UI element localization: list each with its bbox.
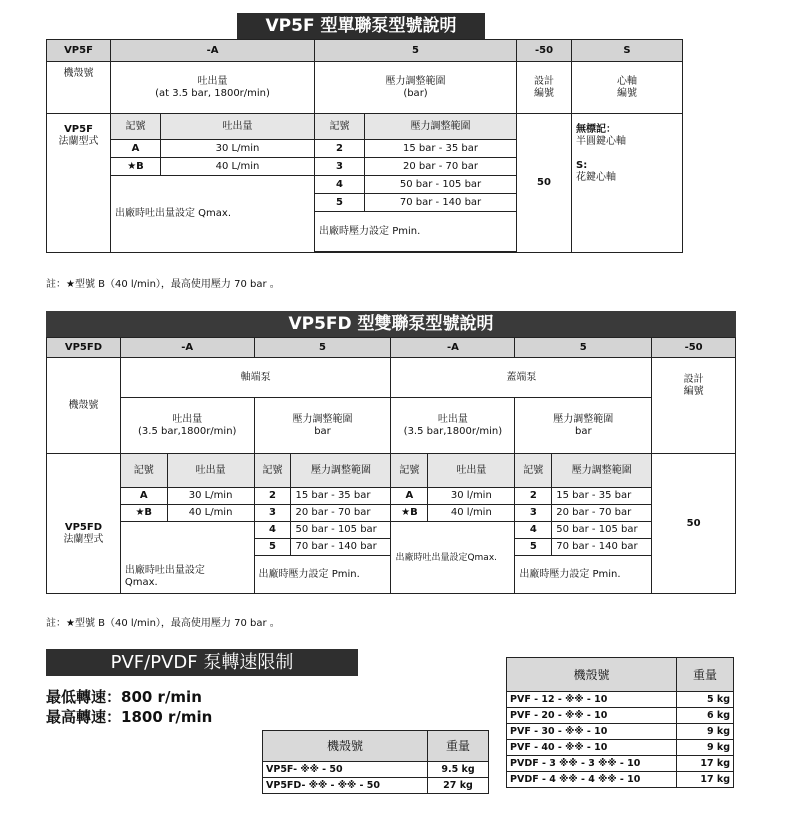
vp5fd-header-pressure: 5 (254, 338, 391, 358)
vp5fd-pressure-value: 20 bar - 70 bar (291, 505, 391, 522)
weight-large-model: PVDF - 3 ※※ - 3 ※※ - 10 (507, 756, 677, 772)
vp5f-code-header: 記號 (111, 114, 161, 140)
weight-large-value: 17 kg (677, 772, 734, 788)
vp5fd-header-model: VP5FD (47, 338, 121, 358)
vp5fd-title: VP5FD 型雙聯泵型號說明 (46, 311, 736, 337)
vp5fd-flow-value: 40 L/min (167, 505, 254, 522)
vp5f-pressure-code: 4 (315, 176, 365, 194)
weight-large-value: 17 kg (677, 756, 734, 772)
vp5f-pressure-value: 50 bar - 105 bar (365, 176, 517, 194)
vp5fd-header-flow-2: -A (391, 338, 515, 358)
vp5fd-pressure-code-2: 3 (515, 505, 552, 522)
vp5f-shaft-s: S: (576, 160, 588, 171)
vp5f-header-pressure: 5 (315, 40, 517, 62)
vp5fd-pressure-value-2: 70 bar - 140 bar (552, 539, 652, 556)
weight-large-model: PVF - 30 - ※※ - 10 (507, 724, 677, 740)
vp5f-qmax-note: 出廠時吐出量設定 Qmax. (111, 176, 315, 253)
vp5f-flow-label: 吐出量 (197, 75, 228, 87)
weight-large-header-weight: 重量 (677, 658, 734, 692)
vp5fd-code-header-3: 記號 (391, 454, 428, 488)
vp5fd-range-header: 壓力調整範圍 (291, 454, 391, 488)
weight-large-value: 9 kg (677, 740, 734, 756)
vp5fd-code-header-2: 記號 (254, 454, 291, 488)
vp5fd-flow-header-2: 吐出量 (428, 454, 515, 488)
vp5fd-flow-sub: (3.5 bar,1800r/min) (138, 425, 237, 437)
vp5f-note: 註：★型號 B（40 l/min），最高使用壓力 70 bar 。 (46, 279, 280, 290)
vp5fd-flow-value-2: 30 l/min (428, 488, 515, 505)
weight-large-model: PVF - 40 - ※※ - 10 (507, 740, 677, 756)
vp5f-flow-sub: (at 3.5 bar, 1800r/min) (155, 87, 270, 99)
weight-table-large (506, 657, 734, 788)
speed-min-value: ：800 r/min (106, 688, 202, 706)
vp5f-header-model: VP5F (47, 40, 111, 62)
vp5f-pressure-label: 壓力調整範圍 (385, 75, 446, 87)
vp5f-shaft-label2: 編號 (617, 87, 638, 99)
vp5f-flow-value: 40 L/min (161, 158, 315, 176)
speed-max-label: 最高轉速 (46, 708, 107, 726)
vp5fd-flow-code: A (120, 488, 167, 505)
vp5fd-qmax-note2: Qmax. (124, 577, 158, 588)
speed-max-value: ：1800 r/min (106, 708, 213, 726)
vp5fd-pressure-sub-2: bar (574, 425, 592, 437)
vp5fd-code-header-4: 記號 (515, 454, 552, 488)
vp5f-code-header-2: 記號 (315, 114, 365, 140)
vp5fd-header-flow: -A (120, 338, 254, 358)
vp5f-design-value: 50 (517, 114, 572, 253)
vp5fd-flow-value-2: 40 l/min (428, 505, 515, 522)
vp5fd-shaft-pump: 軸端泵 (120, 358, 391, 398)
vp5fd-flow-code-2: ★B (391, 505, 428, 522)
vp5fd-pressure-code: 4 (254, 522, 291, 539)
vp5fd-pressure-code-2: 5 (515, 539, 552, 556)
vp5f-shaft-label: 心軸 (617, 75, 638, 87)
vp5fd-qmax-note: 出廠時吐出量設定 (124, 565, 205, 576)
vp5f-flange-type: 法蘭型式 (58, 136, 99, 147)
vp5f-flange-code: VP5F (64, 124, 93, 135)
vp5f-row-label: 機殼號 (47, 62, 111, 114)
vp5fd-pressure-label-2: 壓力調整範圍 (553, 413, 614, 425)
vp5f-pmin-note: 出廠時壓力設定 Pmin. (315, 212, 517, 252)
weight-table-small (262, 730, 489, 794)
speed-min-label: 最低轉速 (46, 688, 107, 706)
vp5fd-flow-code: ★B (120, 505, 167, 522)
weight-large-model: PVF - 20 - ※※ - 10 (507, 708, 677, 724)
weight-small-model: VP5FD- ※※ - ※※ - 50 (263, 778, 428, 794)
weight-large-value: 9 kg (677, 724, 734, 740)
vp5f-header-design: -50 (517, 40, 572, 62)
vp5f-pressure-sub: (bar) (403, 87, 428, 99)
vp5f-flow-code: A (111, 140, 161, 158)
vp5fd-qmax-note-cover: 出廠時吐出量設定Qmax. (391, 522, 515, 594)
vp5f-pressure-value: 70 bar - 140 bar (365, 194, 517, 212)
vp5f-shaft-none-desc: 半圓鍵心軸 (576, 136, 627, 147)
vp5f-header-flow: -A (111, 40, 315, 62)
vp5fd-pmin-note: 出廠時壓力設定 Pmin. (254, 556, 391, 594)
vp5fd-range-header-2: 壓力調整範圍 (552, 454, 652, 488)
weight-small-value: 27 kg (428, 778, 489, 794)
weight-large-value: 5 kg (677, 692, 734, 708)
vp5f-header-shaft: S (572, 40, 683, 62)
speed-min (46, 686, 202, 707)
vp5fd-pressure-code: 5 (254, 539, 291, 556)
vp5fd-design-label2: 編號 (683, 386, 704, 397)
vp5f-title: VP5F 型單聯泵型號說明 (237, 13, 485, 39)
weight-small-value: 9.5 kg (428, 762, 489, 778)
vp5fd-row-label: 機殼號 (47, 358, 121, 454)
vp5f-pressure-code: 2 (315, 140, 365, 158)
vp5fd-pressure-code: 2 (254, 488, 291, 505)
vp5fd-flow-value: 30 L/min (167, 488, 254, 505)
vp5fd-pressure-code-2: 4 (515, 522, 552, 539)
vp5fd-flow-code-2: A (391, 488, 428, 505)
weight-large-model: PVF - 12 - ※※ - 10 (507, 692, 677, 708)
vp5fd-flow-header: 吐出量 (167, 454, 254, 488)
vp5fd-table (46, 337, 736, 594)
vp5fd-pressure-value-2: 15 bar - 35 bar (552, 488, 652, 505)
speed-title: PVF/PVDF 泵轉速限制 (46, 649, 358, 676)
weight-small-header-weight: 重量 (428, 731, 489, 762)
vp5fd-pressure-code: 3 (254, 505, 291, 522)
vp5f-shaft-none: 無標記： (576, 124, 617, 135)
vp5fd-code-header: 記號 (120, 454, 167, 488)
weight-small-header-model: 機殼號 (263, 731, 428, 762)
vp5f-shaft-s-desc: 花鍵心軸 (576, 172, 617, 183)
vp5f-pressure-code: 5 (315, 194, 365, 212)
vp5f-pressure-value: 15 bar - 35 bar (365, 140, 517, 158)
vp5f-design-label2: 編號 (534, 87, 555, 99)
speed-max (46, 706, 212, 727)
weight-large-header-model: 機殼號 (507, 658, 677, 692)
vp5fd-design-label: 設計 (683, 374, 704, 385)
vp5fd-pressure-value-2: 50 bar - 105 bar (552, 522, 652, 539)
vp5f-pressure-code: 3 (315, 158, 365, 176)
vp5fd-design-value: 50 (652, 454, 736, 594)
weight-large-value: 6 kg (677, 708, 734, 724)
vp5fd-flow-label-2: 吐出量 (437, 413, 468, 425)
vp5fd-pmin-note-cover: 出廠時壓力設定 Pmin. (515, 556, 652, 594)
vp5fd-pressure-code-2: 2 (515, 488, 552, 505)
vp5f-pressure-value: 20 bar - 70 bar (365, 158, 517, 176)
weight-small-model: VP5F- ※※ - 50 (263, 762, 428, 778)
vp5fd-flange-code: VP5FD (64, 521, 103, 533)
vp5fd-note: 註：★型號 B（40 l/min），最高使用壓力 70 bar 。 (46, 618, 280, 629)
vp5fd-flow-sub-2: (3.5 bar,1800r/min) (403, 425, 503, 437)
vp5fd-cover-pump: 蓋端泵 (391, 358, 652, 398)
vp5fd-header-pressure-2: 5 (515, 338, 652, 358)
weight-large-model: PVDF - 4 ※※ - 4 ※※ - 10 (507, 772, 677, 788)
vp5f-flow-header: 吐出量 (161, 114, 315, 140)
vp5f-table (46, 39, 683, 253)
vp5fd-pressure-sub: bar (314, 425, 331, 437)
vp5f-design-label: 設計 (534, 75, 555, 87)
vp5fd-header-design: -50 (652, 338, 736, 358)
vp5fd-flange-type: 法蘭型式 (63, 533, 104, 545)
vp5f-range-header: 壓力調整範圍 (365, 114, 517, 140)
vp5f-flow-code: ★B (111, 158, 161, 176)
vp5fd-pressure-value: 50 bar - 105 bar (291, 522, 391, 539)
vp5fd-pressure-value-2: 20 bar - 70 bar (552, 505, 652, 522)
vp5fd-pressure-value: 70 bar - 140 bar (291, 539, 391, 556)
vp5fd-pressure-value: 15 bar - 35 bar (291, 488, 391, 505)
vp5f-flow-value: 30 L/min (161, 140, 315, 158)
vp5fd-flow-label: 吐出量 (172, 413, 203, 425)
vp5fd-pressure-label: 壓力調整範圍 (292, 413, 353, 425)
